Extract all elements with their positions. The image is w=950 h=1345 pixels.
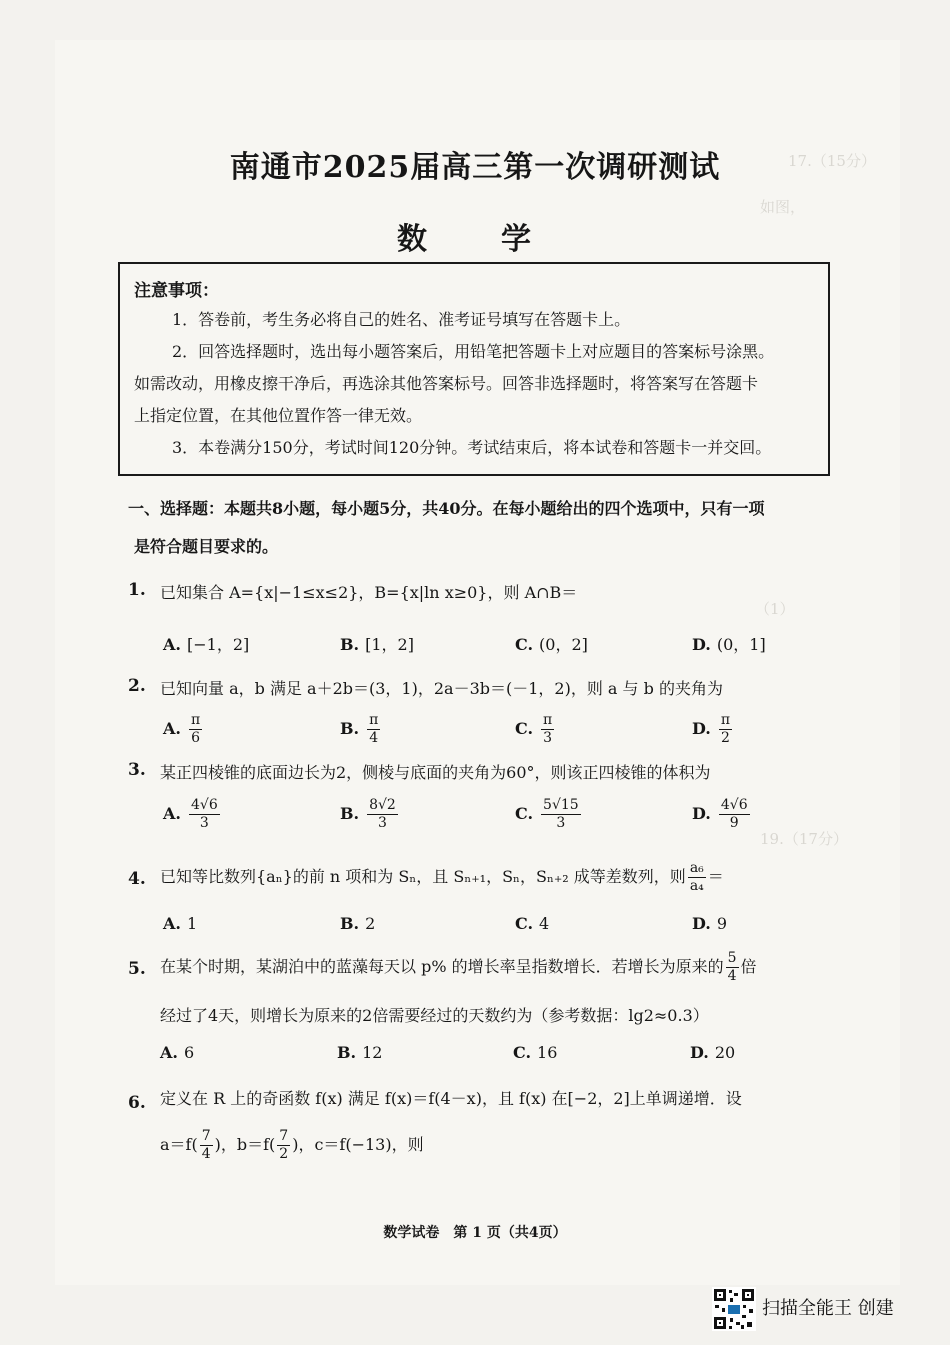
option-key: A.: [163, 804, 181, 823]
option-key: C.: [515, 635, 534, 654]
option-key: C.: [515, 719, 534, 738]
section-line: 一、选择题：本题共8小题，每小题5分，共40分。在每小题给出的四个选项中，只有一项: [128, 499, 765, 518]
question-text: 某正四棱锥的底面边长为2，侧棱与底面的夹角为60°，则该正四棱锥的体积为: [160, 763, 711, 782]
option-key: A.: [160, 1043, 178, 1062]
option-value: [1，2]: [365, 635, 414, 654]
option: [340, 712, 382, 747]
bleed-through: 19.（17分）: [760, 830, 848, 848]
fraction-numerator: 8√2: [369, 797, 396, 813]
option: [163, 797, 222, 832]
question-text-part: a＝f(: [160, 1135, 198, 1154]
question-text-part: )，b＝f(: [214, 1135, 276, 1154]
bleed-through: 如图，: [760, 198, 806, 216]
option: [692, 712, 734, 747]
fraction: [277, 1128, 290, 1163]
question-text: 已知集合 A={x|−1≤x≤2}，B={x|ln x≥0}，则 A∩B＝: [160, 583, 578, 602]
option-key: D.: [692, 804, 711, 823]
notice-heading: 注意事项：: [134, 281, 219, 301]
option: [692, 632, 766, 655]
fraction: [688, 860, 706, 895]
fraction: [541, 712, 554, 747]
fraction-denominator: a₄: [689, 878, 704, 894]
option-value: 9: [716, 914, 728, 933]
question-text-part: ＝: [707, 867, 724, 886]
question-number: 6.: [128, 1093, 146, 1113]
option-key: A.: [163, 914, 181, 933]
fraction-denominator: 2: [279, 1146, 289, 1162]
fraction-numerator: 5: [727, 950, 737, 966]
option-value: 12: [362, 1043, 383, 1062]
option-key: C.: [513, 1043, 532, 1062]
section-header: [128, 490, 828, 566]
exam-title: 南通市2025届高三第一次调研测试: [229, 150, 721, 185]
subject-title: 数 学: [397, 222, 553, 257]
fraction-denominator: 4: [727, 968, 737, 984]
option: [515, 632, 588, 655]
question-text: 已知向量 a，b 满足 a＋2b＝(3，1)，2a－3b＝(－1，2)，则 a 与 b 的夹角为: [160, 679, 723, 698]
fraction-numerator: π: [369, 712, 379, 728]
page-footer: 数学试卷 第 1 页（共4页）: [383, 1225, 567, 1241]
fraction-numerator: 4√6: [190, 797, 218, 813]
question-text: [160, 1128, 424, 1163]
notice-item: 上指定位置，在其他位置作答一律无效。: [134, 406, 423, 425]
watermark-text: 扫描全能王 创建: [762, 1298, 894, 1319]
fraction-numerator: π: [543, 712, 553, 728]
fraction: [189, 712, 202, 747]
fraction-denominator: 3: [378, 815, 387, 831]
fraction: [367, 712, 380, 747]
notice-item: 2．回答选择题时，选出每小题答案后，用铅笔把答题卡上对应题目的答案标号涂黑。: [172, 342, 775, 361]
notice-box: [118, 262, 830, 476]
option-value: 4: [539, 914, 550, 933]
fraction: [719, 712, 732, 747]
option: [340, 632, 414, 655]
fraction-numerator: π: [720, 712, 731, 728]
fraction: [726, 950, 739, 985]
section-line: 是符合题目要求的。: [134, 537, 279, 556]
option: [690, 1043, 735, 1062]
option-key: C.: [515, 804, 534, 823]
question-number: 3.: [128, 760, 146, 780]
option-value: 1: [186, 914, 198, 933]
fraction: [541, 797, 581, 832]
option: [340, 797, 400, 832]
option-key: B.: [340, 635, 360, 654]
option-key: A.: [163, 719, 181, 738]
qr-code-icon: [712, 1287, 756, 1331]
question-text-part: )，c＝f(−13)，则: [292, 1135, 424, 1154]
question-text: [160, 860, 724, 895]
question-number: 2.: [128, 676, 146, 696]
question-number: 4.: [128, 869, 146, 889]
option: [692, 797, 752, 832]
option-key: C.: [515, 914, 534, 933]
fraction-numerator: 4√6: [720, 797, 748, 813]
question-text: 经过了4天，则增长为原来的2倍需要经过的天数约为（参考数据：lg2≈0.3）: [160, 1006, 709, 1025]
question-number: 5.: [128, 959, 146, 979]
option-key: D.: [692, 635, 711, 654]
option-value: 20: [714, 1043, 736, 1062]
option-key: D.: [692, 914, 711, 933]
fraction-denominator: 3: [556, 815, 566, 831]
fraction-denominator: 9: [729, 815, 739, 831]
option-key: B.: [340, 719, 360, 738]
option-value: 6: [183, 1043, 195, 1062]
fraction-denominator: 4: [201, 1146, 211, 1162]
question-text: 定义在 R 上的奇函数 f(x) 满足 f(x)＝f(4－x)，且 f(x) 在[−2，2]上单调递增．设: [160, 1089, 742, 1108]
option: [163, 632, 249, 655]
notice-item: 3．本卷满分150分，考试时间120分钟。考试结束后，将本试卷和答题卡一并交回。: [172, 438, 772, 457]
option-key: D.: [692, 719, 711, 738]
bleed-through: （1）: [755, 600, 795, 618]
fraction-numerator: 7: [279, 1128, 289, 1144]
option-key: A.: [163, 635, 181, 654]
fraction: [719, 797, 750, 832]
notice-item: 1．答卷前，考生务必将自己的姓名、准考证号填写在答题卡上。: [172, 310, 631, 329]
option-key: B.: [337, 1043, 357, 1062]
option: [513, 1043, 557, 1062]
option-key: B.: [340, 914, 360, 933]
question-text-part: 倍: [740, 957, 757, 976]
option-value: 2: [365, 914, 376, 933]
option: [337, 1043, 382, 1062]
fraction-numerator: 7: [201, 1128, 211, 1144]
fraction-numerator: π: [190, 712, 201, 728]
fraction-denominator: 3: [199, 815, 209, 831]
option: [515, 712, 556, 747]
bleed-through: 17.（15分）: [788, 152, 876, 170]
option-key: B.: [340, 804, 360, 823]
option: [160, 1043, 194, 1062]
option-value: [−1，2]: [186, 635, 250, 654]
option: [163, 712, 204, 747]
fraction-denominator: 6: [191, 730, 201, 746]
option: [515, 797, 583, 832]
question-text: [160, 950, 757, 985]
fraction-numerator: a₆: [689, 860, 704, 876]
question-number: 1.: [128, 580, 146, 600]
option: [692, 914, 727, 933]
option: [515, 914, 549, 933]
question-text-part: 已知等比数列{aₙ}的前 n 项和为 Sₙ，且 Sₙ₊₁，Sₙ，Sₙ₊₂ 成等差数列，则: [160, 867, 686, 886]
fraction: [200, 1128, 213, 1163]
fraction: [367, 797, 398, 832]
notice-item: 如需改动，用橡皮擦干净后，再选涂其他答案标号。回答非选择题时，将答案写在答题卡: [134, 374, 759, 393]
option: [340, 914, 375, 933]
option-value: 16: [537, 1043, 558, 1062]
fraction-denominator: 2: [721, 730, 730, 746]
fraction-denominator: 4: [369, 730, 379, 746]
fraction: [189, 797, 220, 832]
fraction-numerator: 5√15: [543, 797, 579, 813]
option-value: (0，2]: [539, 635, 588, 654]
option-key: D.: [690, 1043, 709, 1062]
fraction-denominator: 3: [543, 730, 553, 746]
option: [163, 914, 197, 933]
option-value: (0，1]: [716, 635, 766, 654]
question-text-part: 在某个时期，某湖泊中的蓝藻每天以 p% 的增长率呈指数增长．若增长为原来的: [160, 957, 724, 976]
